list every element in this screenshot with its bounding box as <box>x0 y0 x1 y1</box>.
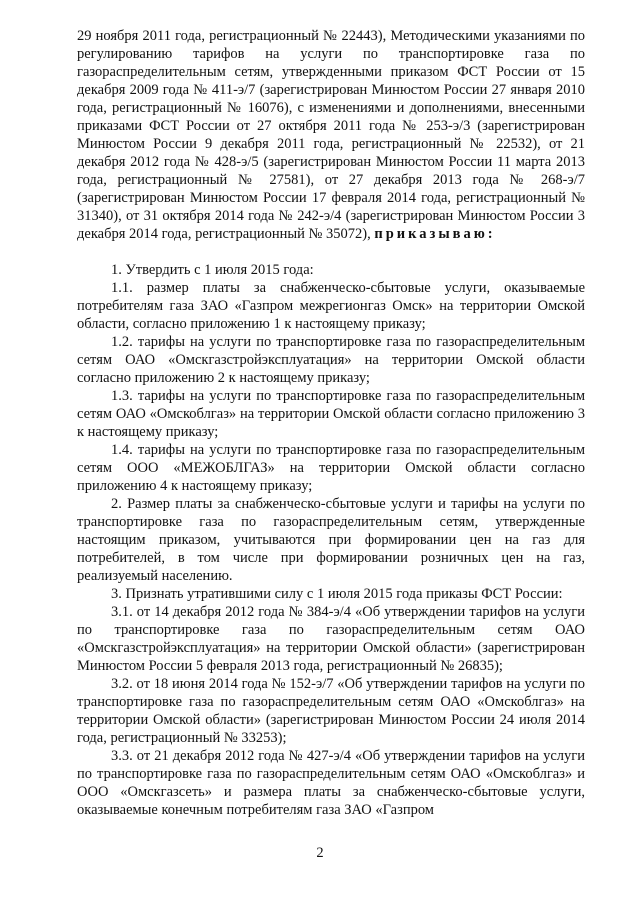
item-1: 1. Утвердить с 1 июля 2015 года: <box>111 262 314 278</box>
intro-text: 29 ноября 2011 года, регистрационный № 22443), Методическими указаниями по регулированию тарифов на услуги по транспортировке газа по газораспределительным сетям, утвержденными приказом ФСТ России от 15 декабря 2009 года № 411-э/7 (зарегистрирован Минюстом России 27 января 2010 года, регистрационный № 16076), с изменениями и дополнениями, внесенными приказами ФСТ России от 27 октября 2011 года № 253-э/3 (зарегистрирован Минюстом России 9 декабря 2011 года, регистрационный № 22532), от 21 декабря 2012 года № 428-э/5 (зарегистрирован Минюстом России 11 марта 2013 года, регистрационный № 27581), от 27 декабря 2013 года № 268-э/7 (зарегистрирован Минюстом России 17 февраля 2014 года, регистрационный № 31340), от 31 октября 2014 года № 242-э/4 (зарегистрирован Минюстом России 3 декабря 2014 года, регистрационный № 35072), <box>77 28 585 242</box>
item-1-2: 1.2. тарифы на услуги по транспортировке газа по газораспределительным сетям ОАО «Омскгазстройэксплуатация» на территории Омской области согласно приложению 2 к настоящему приказу; <box>77 334 585 386</box>
paragraph-gap <box>77 243 585 261</box>
document-body <box>77 27 585 819</box>
page-number: 2 <box>316 845 324 861</box>
item-3-2: 3.2. от 18 июня 2014 года № 152-э/7 «Об утверждении тарифов на услуги по транспортировке газа по газораспределительным сетям ОАО «Омскоблгаз» на территории Омской области» (зарегистрирован Минюстом России 24 июля 2014 года, регистрационный № 33253); <box>77 676 585 746</box>
item-1-1: 1.1. размер платы за снабженческо-сбытовые услуги, оказываемые потребителям газа ЗАО «Газпром межрегионгаз Омск» на территории Омской области, согласно приложению 1 к настоящему приказу; <box>77 280 585 332</box>
item-1-3: 1.3. тарифы на услуги по транспортировке газа по газораспределительным сетям ОАО «Омскоблгаз» на территории Омской области согласно приложению 3 к настоящему приказу; <box>77 388 585 440</box>
item-3: 3. Признать утратившими силу с 1 июля 2015 года приказы ФСТ России: <box>111 586 563 602</box>
item-3-1: 3.1. от 14 декабря 2012 года № 384-э/4 «Об утверждении тарифов на услуги по транспортировке газа по газораспределительным сетям ОАО «Омскгазстройэксплуатация» на территории Омской области» (зарегистрирован Минюстом России 5 февраля 2013 года, регистрационный № 26835); <box>77 604 585 674</box>
item-2: 2. Размер платы за снабженческо-сбытовые услуги и тарифы на услуги по транспортировке газа по газораспределительным сетям, утвержденные настоящим приказом, учитываются при формировании цен на газ для потребителей, в том числе при формировании розничных цен на газ, реализуемый населению. <box>77 496 585 584</box>
item-3-3: 3.3. от 21 декабря 2012 года № 427-э/4 «Об утверждении тарифов на услуги по транспортировке газа по газораспределительным сетям ОАО «Омскоблгаз» и ООО «Омскгазсеть» и размера платы за снабженческо-сбытовые услуги, оказываемые конечным потребителям газа ЗАО «Газпром <box>77 748 585 818</box>
intro-paragraph <box>77 27 585 243</box>
order-word: приказываю: <box>374 226 496 242</box>
item-1-4: 1.4. тарифы на услуги по транспортировке газа по газораспределительным сетям ООО «МЕЖОБЛГАЗ» на территории Омской области согласно приложению 4 к настоящему приказу; <box>77 442 585 494</box>
